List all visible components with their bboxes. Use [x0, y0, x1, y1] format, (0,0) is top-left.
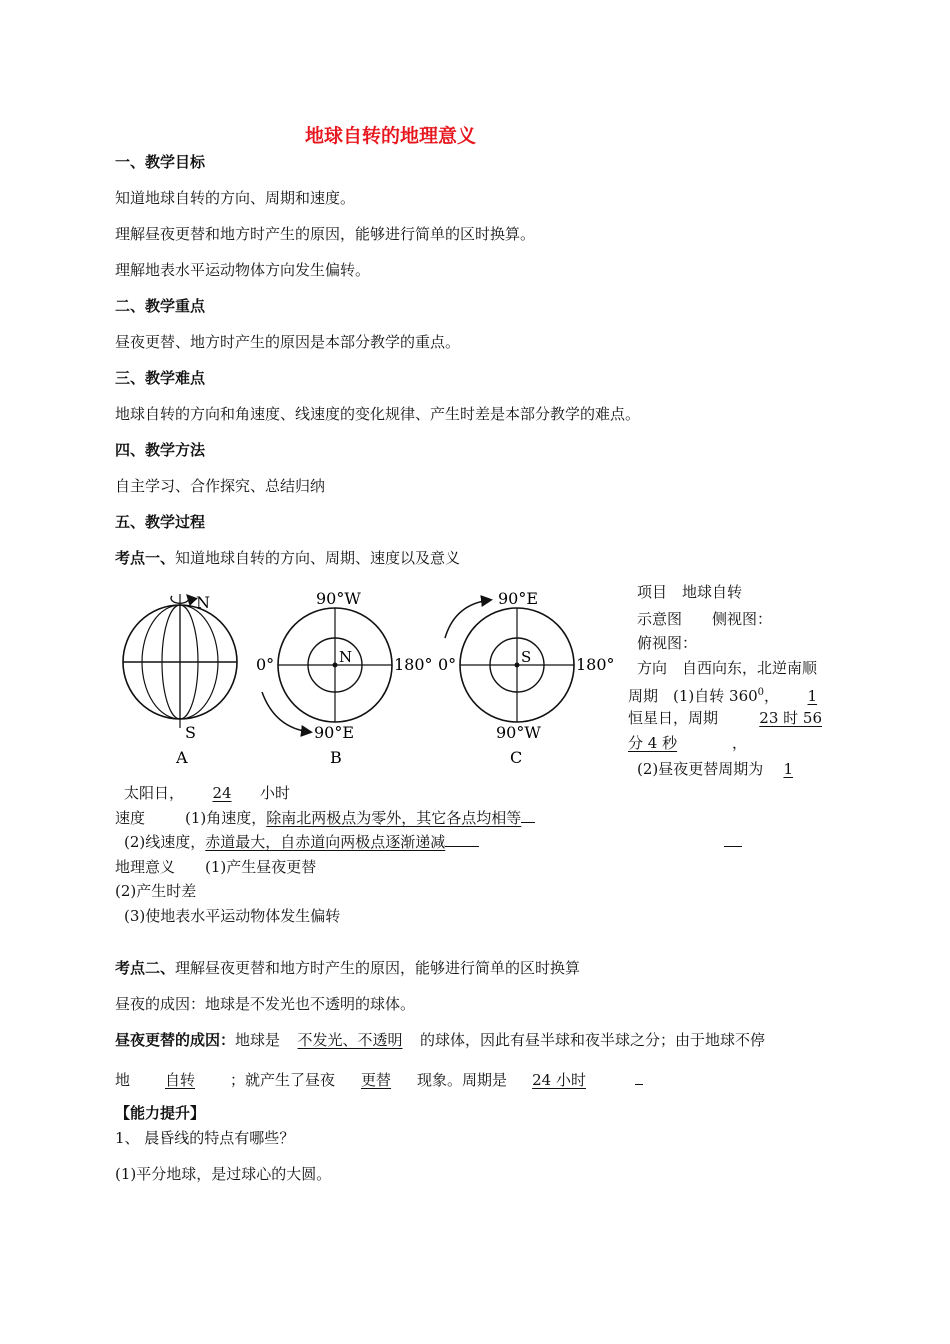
alt-answer-4: 24 小时 [532, 1071, 586, 1089]
period-line2c: ， [732, 734, 748, 752]
alt-c: 地 [115, 1071, 131, 1089]
c-top-label: 90°E [498, 589, 539, 608]
method-text: 自主学习、合作探究、总结归纳 [115, 477, 326, 495]
period-text1: (1)自转 360 [673, 687, 758, 705]
alt-e: 现象。周期是 [417, 1071, 508, 1089]
b-bottom-label: 90°E [314, 723, 355, 742]
b-center-label: N [339, 648, 353, 666]
meaning-2: (2)产生时差 [115, 882, 197, 900]
table-row-direction: 方向 自西向东，北逆南顺 [637, 659, 818, 677]
table-row-period4 [637, 759, 813, 779]
point1-label: 考点一、 [115, 549, 176, 567]
focus-heading: 二、教学重点 [115, 297, 206, 315]
period-answer-2: 23 时 56 [759, 709, 823, 727]
meaning-label: 地理意义 [115, 858, 176, 876]
blank-line [724, 832, 742, 852]
globe-north-view [262, 608, 392, 732]
point2-cause: 昼夜的成因：地球是不发光也不透明的球体。 [115, 995, 416, 1013]
period-sup: 0 [757, 687, 765, 698]
speed2-answer: 赤道最大，自赤道向两极点逐渐递减 [205, 833, 446, 851]
speed-line-2 [124, 832, 479, 852]
point2-line [115, 958, 580, 978]
speed2-pre: (2)线速度， [124, 833, 206, 851]
b-top-label: 90°W [316, 589, 361, 608]
table-row-diagram: 示意图 侧视图： [637, 610, 773, 628]
ability-question-1: 1、 晨昏线的特点有哪些？ [115, 1129, 295, 1147]
point2-alternation-line1 [115, 1030, 765, 1050]
speed-line-1 [115, 808, 535, 828]
solar-day-answer: 24 [212, 784, 232, 802]
table-row-item: 项目 地球自转 [637, 583, 743, 601]
difficulty-heading: 三、教学难点 [115, 369, 206, 387]
c-right-label: 180° [576, 655, 615, 674]
solar-day-line [124, 783, 290, 803]
solar-day-pre: 太阳日， [124, 784, 185, 802]
alt-d: ；就产生了昼夜 [230, 1071, 336, 1089]
a-caption: A [176, 748, 188, 767]
earth-rotation-figure [110, 580, 620, 775]
meaning-3: (3)使地表水平运动物体发生偏转 [124, 907, 341, 925]
table-row-topview: 俯视图： [637, 634, 698, 652]
point1-line [115, 548, 460, 568]
period-answer-1: 1 [807, 687, 818, 705]
process-heading: 五、教学过程 [115, 513, 206, 531]
globe-side-view [123, 594, 237, 728]
c-left-label: 0° [438, 655, 457, 674]
goal-item: 理解地表水平运动物体方向发生偏转。 [115, 261, 371, 279]
table-row-period3 [628, 733, 747, 753]
b-right-label: 180° [394, 655, 433, 674]
goal-item: 理解昼夜更替和地方时产生的原因，能够进行简单的区时换算。 [115, 225, 536, 243]
speed1-pre: (1)角速度， [185, 809, 267, 827]
focus-text: 昼夜更替、地方时产生的原因是本部分教学的重点。 [115, 333, 461, 351]
table-row-period2 [628, 708, 822, 728]
period-answer-3: 1 [783, 760, 794, 778]
speed-label: 速度 [115, 809, 146, 827]
alt-answer-1: 不发光、不透明 [297, 1031, 403, 1049]
c-bottom-label: 90°W [496, 723, 541, 742]
point2-text: 理解昼夜更替和地方时产生的原因，能够进行简单的区时换算 [175, 959, 581, 977]
period-answer-2b: 分 4 秒 [628, 734, 678, 752]
alt-answer-2: 自转 [165, 1071, 196, 1089]
b-caption: B [330, 748, 342, 767]
a-north-label: N [196, 593, 210, 612]
table-row-period [628, 683, 817, 706]
goals-heading: 一、教学目标 [115, 153, 206, 171]
solar-day-post: 小时 [260, 784, 291, 802]
alternation-label: 昼夜更替的成因： [115, 1031, 236, 1049]
alt-b: 的球体，因此有昼半球和夜半球之分；由于地球不停 [420, 1031, 766, 1049]
a-south-label: S [185, 723, 196, 742]
method-heading: 四、教学方法 [115, 441, 206, 459]
c-center-label: S [521, 648, 532, 666]
alt-a: 地球是 [235, 1031, 281, 1049]
ability-answer-1: (1)平分地球，是过球心的大圆。 [115, 1165, 332, 1183]
b-left-label: 0° [256, 655, 275, 674]
speed1-answer: 除南北两极点为零外，其它各点均相等 [266, 809, 522, 827]
point1-text: 知道地球自转的方向、周期、速度以及意义 [175, 549, 461, 567]
period-line2a: 恒星日，周期 [628, 709, 719, 727]
page-title: 地球自转的地理意义 [305, 125, 477, 147]
globe-south-view [445, 600, 574, 722]
point2-alternation-line2 [115, 1070, 643, 1090]
difficulty-text: 地球自转的方向和角速度、线速度的变化规律、产生时差是本部分教学的难点。 [115, 405, 641, 423]
ability-heading: 【能力提升】 [115, 1104, 206, 1122]
point2-label: 考点二、 [115, 959, 176, 977]
c-caption: C [510, 748, 523, 767]
goal-item: 知道地球自转的方向、周期和速度。 [115, 189, 356, 207]
meaning-line-1 [115, 857, 316, 877]
meaning-1: (1)产生昼夜更替 [205, 858, 317, 876]
period-text2: ， [764, 687, 780, 705]
period-label: 周期 [628, 687, 674, 705]
period-line3: (2)昼夜更替周期为 [637, 760, 764, 778]
alt-answer-3: 更替 [361, 1071, 392, 1089]
